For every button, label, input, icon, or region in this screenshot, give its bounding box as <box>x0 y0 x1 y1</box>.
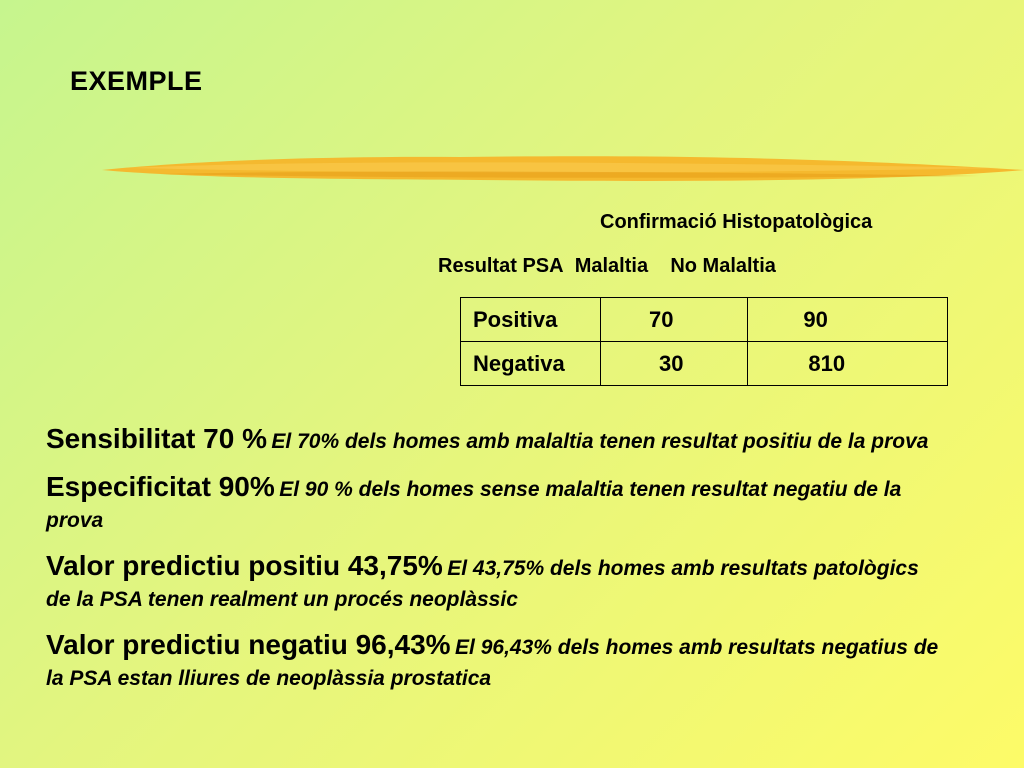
row-label: Positiva <box>461 298 601 342</box>
stat-name: Valor predictiu negatiu 96,43% <box>46 629 451 660</box>
table-row <box>461 342 948 386</box>
psa-results-table <box>460 297 948 386</box>
slide-title: EXEMPLE <box>70 66 203 96</box>
decorative-brush-stroke <box>100 148 1024 190</box>
row-label: Negativa <box>461 342 601 386</box>
cell-value: 810 <box>748 342 948 386</box>
stat-description: El 43,75% dels homes amb resultats patològics de la PSA tenen realment un procés neoplàssic <box>46 557 919 611</box>
table-row <box>461 298 948 342</box>
column-header-malaltia: Malaltia <box>574 255 649 277</box>
column-header-no-malaltia: No Malaltia <box>670 255 776 277</box>
stat-sensitivity <box>46 424 946 458</box>
cell-value: 90 <box>748 298 948 342</box>
stat-description: El 70% dels homes amb malaltia tenen resultat positiu de la prova <box>271 430 929 453</box>
stat-ppv <box>46 551 946 616</box>
cell-value: 70 <box>601 298 748 342</box>
cell-value: 30 <box>601 342 748 386</box>
table-super-header: Confirmació Histopatològica <box>600 211 873 233</box>
stat-description: El 96,43% dels homes amb resultats negatius de la PSA estan lliures de neoplàssia prostatica <box>46 636 939 690</box>
stat-specificity <box>46 472 946 537</box>
stat-name: Especificitat 90% <box>46 471 275 502</box>
statistics-list <box>46 424 946 709</box>
row-header-label: Resultat PSA <box>438 255 564 277</box>
stat-name: Sensibilitat 70 % <box>46 423 267 454</box>
column-headers <box>438 255 776 278</box>
stat-name: Valor predictiu positiu 43,75% <box>46 550 443 581</box>
stat-description: El 90 % dels homes sense malaltia tenen resultat negatiu de la prova <box>46 478 902 532</box>
stat-npv <box>46 630 946 695</box>
